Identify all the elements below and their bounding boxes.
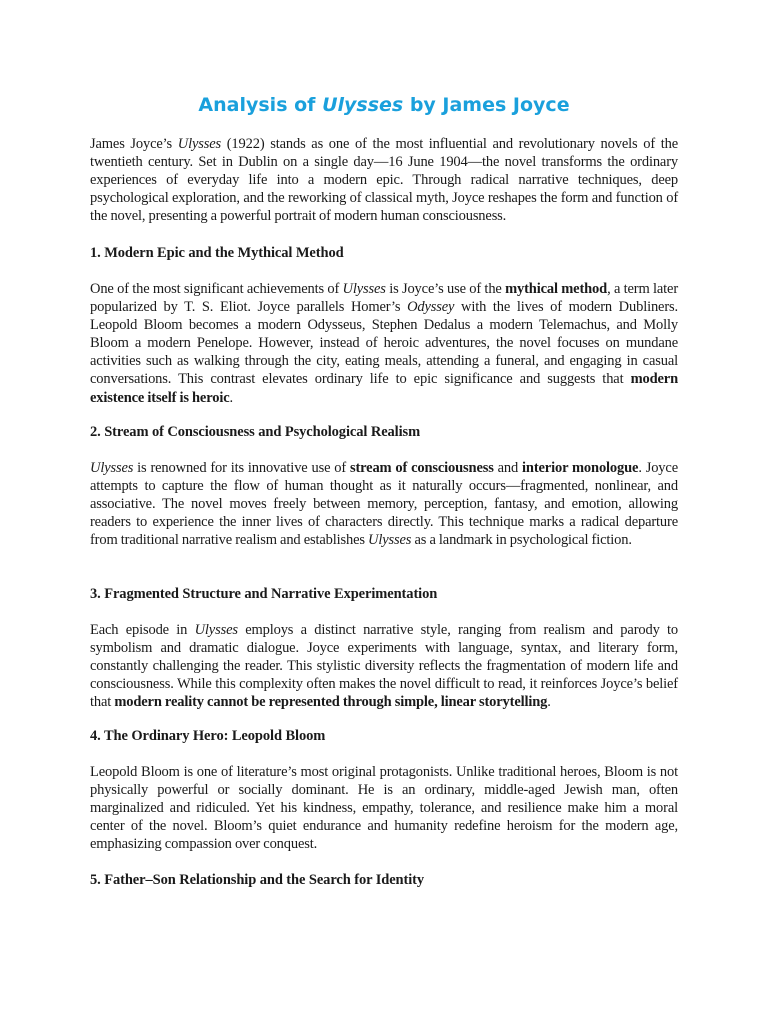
italic-run: Ulysses [194,622,238,638]
text-run: . [229,389,233,406]
section-heading-2: 2. Stream of Consciousness and Psychological Realism [90,424,421,440]
title-italic-work: Ulysses [322,94,404,116]
italic-run: Odyssey [407,299,455,316]
text-run: James Joyce’s [90,136,178,152]
text-run: Each episode in [90,622,195,638]
italic-run: Ulysses [368,532,412,549]
section-2-paragraph [90,459,678,549]
text-run: , a term later popularized by T. S. Eliot. Joyce parallels Homer’s [90,281,678,316]
italic-run: Ulysses [342,281,386,297]
italic-run: Ulysses [90,460,134,476]
text-run: is renowned for its innovative use of [133,460,350,476]
bold-run: mythical method [505,281,608,297]
text-run: Leopold Bloom is one of literature’s most original protagonists. Unlike traditional heroes, Bloom is not physically powerful or socially dominant. He is an ordinary, middle-aged Jewish man, often marginalized and ridiculed. Yet his kindness, empathy, tolerance, and resilience make him a moral center of the novel. Bloom’s quiet endurance and humanity redefine heroism for the modern age, emphasizing compassion over conquest. [90,764,678,853]
intro-paragraph [90,135,678,225]
section-3-paragraph [90,621,678,711]
bold-run: modern reality cannot be represented through simple, linear storytelling [114,694,548,711]
text-run: (1922) stands as one of the most influential and revolutionary novels of the twentieth century. Set in Dublin on a single day—16 June 1904—the novel transforms the ordinary experiences of everyday life into a modern epic. Through radical narrative techniques, deep psychological exploration, and the reworking of classical myth, Joyce reshapes the form and function of the novel, presenting a powerful portrait of modern human consciousness. [90,136,678,225]
section-4-paragraph [90,763,678,853]
bold-run: modern existence itself is heroic [90,371,678,406]
bold-run: interior monologue [522,460,639,476]
text-run: employs a distinct narrative style, ranging from realism and parody to symbolism and dramatic dialogue. Joyce experiments with language, syntax, and literary form, constantly challenging the reader. This stylistic diversity reflects the fragmentation of modern life and consciousness. While this complexity often makes the novel difficult to read, it reinforces Joyce’s belief that [90,622,678,711]
document-title [90,92,678,118]
text-run: One of the most significant achievements of [90,281,343,297]
text-run: with the lives of modern Dubliners. Leopold Bloom becomes a modern Odysseus, Stephen Dedalus a modern Telemachus, and Molly Bloom a modern Penelope. However, instead of heroic adventures, the novel focuses on mundane activities such as walking through the city, eating meals, attending a funeral, and engaging in casual conversations. This contrast elevates ordinary life to epic significance and suggests that [90,299,678,388]
section-heading-5: 5. Father–Son Relationship and the Search for Identity [90,872,425,888]
text-run: . [547,694,551,711]
section-heading-1: 1. Modern Epic and the Mythical Method [90,245,344,261]
section-1-paragraph [90,280,678,407]
text-run: . Joyce attempts to capture the flow of human thought as it naturally occurs—fragmented, nonlinear, and associative. The novel moves freely between memory, perception, fantasy, and emotion, allowing readers to experience the inner lives of characters directly. This technique marks a radical departure from traditional narrative realism and establishes [90,460,678,549]
bold-run: stream of consciousness [349,460,494,476]
section-heading-4: 4. The Ordinary Hero: Leopold Bloom [90,728,326,744]
title-text-end: by James Joyce [403,94,570,116]
section-heading-3: 3. Fragmented Structure and Narrative Experimentation [90,586,438,602]
italic-run: Ulysses [177,136,222,152]
text-run: is Joyce’s use of the [385,281,506,297]
title-text-start: Analysis of [198,94,323,116]
text-run: and [493,460,523,476]
text-run: as a landmark in psychological fiction. [411,532,632,549]
